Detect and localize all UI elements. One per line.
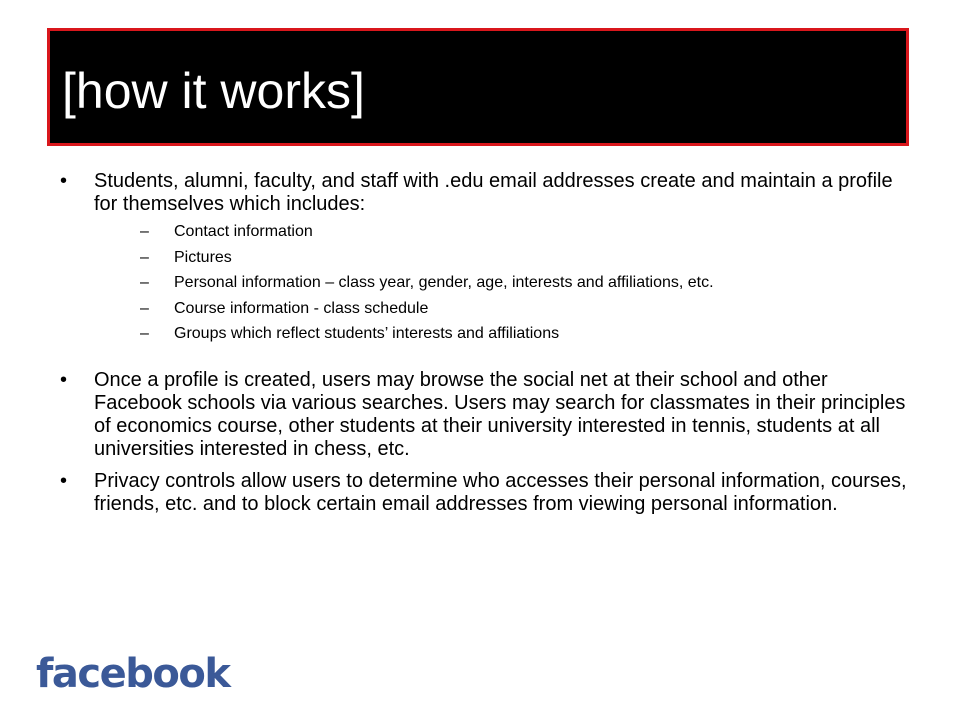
- bullet-text: Once a profile is created, users may browse the social net at their school and other Facebook schools via various searches. Users may search for classmates in their principles of economics course, other students at their university interested in tennis, students at all universities interested in chess, etc.: [94, 369, 906, 460]
- dash-icon: –: [140, 325, 149, 342]
- dash-icon: –: [140, 274, 149, 291]
- sub-item-text: Course information - class schedule: [174, 299, 429, 317]
- content-area: [56, 170, 916, 516]
- facebook-logo: facebook: [36, 651, 230, 697]
- bullet-item: [56, 170, 916, 343]
- sub-item: [94, 223, 916, 241]
- bullet-item: [56, 369, 916, 461]
- bullet-icon: •: [60, 170, 68, 192]
- sub-item-text: Pictures: [174, 248, 232, 266]
- dash-icon: –: [140, 299, 149, 317]
- sub-item-text: Personal information – class year, gender, age, interests and affiliations, etc.: [174, 274, 714, 291]
- sub-item-text: Contact information: [174, 223, 313, 240]
- sub-item-text: Groups which reflect students’ interests and affiliations: [174, 325, 560, 342]
- sub-list: [94, 223, 916, 343]
- title-bar: [47, 28, 909, 146]
- bullet-icon: •: [60, 369, 68, 391]
- bullet-text: Privacy controls allow users to determine who accesses their personal information, courses, friends, etc. and to block certain email addresses from viewing personal information.: [94, 470, 907, 515]
- sub-item: [94, 325, 916, 343]
- bullet-item: [56, 470, 916, 516]
- dash-icon: –: [140, 248, 149, 266]
- bullet-text: Students, alumni, faculty, and staff with .edu email addresses create and maintain a profile for themselves which includes:: [94, 170, 893, 215]
- sub-item: [94, 274, 916, 292]
- sub-item: [94, 249, 916, 267]
- sub-item: [94, 300, 916, 318]
- dash-icon: –: [140, 223, 149, 240]
- slide-title: [how it works]: [62, 63, 365, 119]
- bullet-icon: •: [60, 470, 68, 492]
